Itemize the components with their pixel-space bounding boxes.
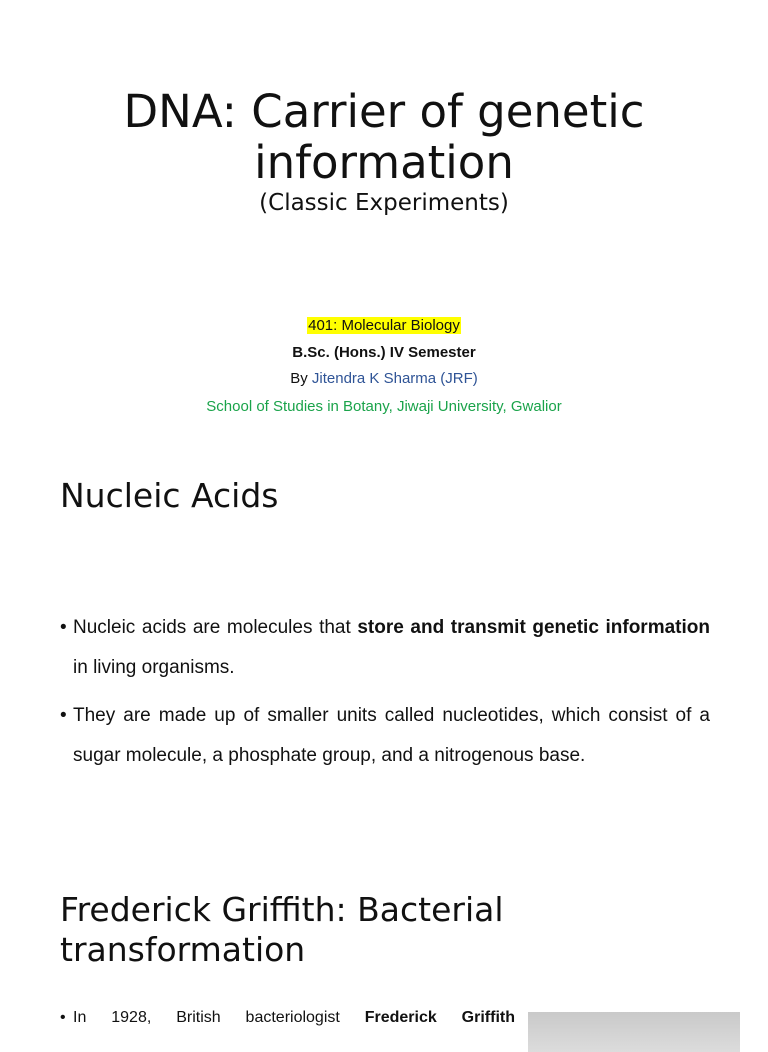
bullet-text: Nucleic acids are molecules that (73, 617, 358, 638)
griffith-slide (0, 860, 768, 1024)
bullet-text: In 1928, British bacteriologist (73, 1009, 365, 1026)
griffith-heading (60, 890, 504, 970)
bullet-text-end: in living organisms. (73, 657, 235, 678)
griffith-photo (528, 1012, 740, 1052)
bullet-bold-text: Frederick Griffith (364, 1009, 515, 1026)
list-item (60, 608, 710, 688)
bullet-icon: • (60, 617, 67, 638)
list-item (60, 998, 515, 1038)
title-line-1: DNA: Carrier of genetic (123, 85, 645, 138)
school-label: School of Studies in Botany, Jiwaji University, Gwalior (206, 398, 562, 415)
author-name: Jitendra K Sharma (JRF) (311, 370, 478, 387)
course-highlight: 401: Molecular Biology (308, 317, 460, 334)
title-slide (0, 0, 768, 440)
title-line-2: information (254, 136, 514, 189)
griffith-bullet-list (60, 998, 515, 1046)
bullet-icon: • (60, 705, 67, 726)
list-item (60, 696, 710, 776)
nucleic-bullet-list (60, 608, 710, 784)
bullet-text: They are made up of smaller units called nucleotides, which consist of a sugar molecule, a phosphate group, and a nitrogenous base. (73, 705, 710, 766)
nucleic-acids-slide (0, 440, 768, 860)
course-label (0, 316, 768, 336)
griffith-heading-line-2: transformation (60, 930, 306, 969)
slide-title (0, 86, 768, 188)
author-line (0, 369, 768, 389)
bullet-icon: • (60, 1009, 66, 1026)
program-label: B.Sc. (Hons.) IV Semester (292, 344, 476, 361)
author-prefix: By (290, 370, 312, 387)
griffith-heading-line-1: Frederick Griffith: Bacterial (60, 890, 504, 929)
nucleic-heading: Nucleic Acids (60, 476, 279, 515)
slide-subtitle: (Classic Experiments) (259, 190, 509, 216)
bullet-bold-text: store and transmit genetic information (357, 617, 710, 638)
